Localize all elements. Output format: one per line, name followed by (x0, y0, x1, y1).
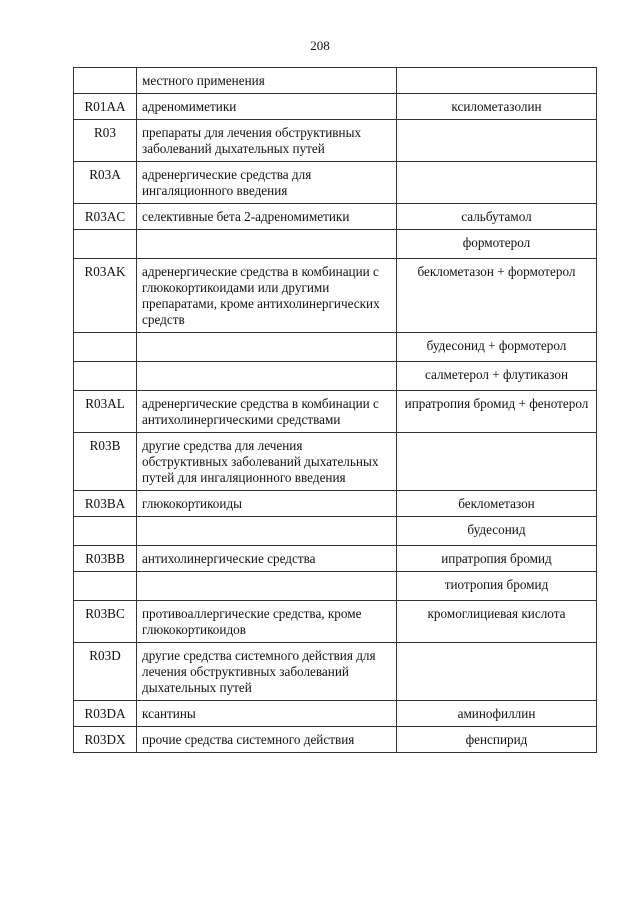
drug-group-cell (137, 517, 397, 546)
table-row (74, 162, 597, 204)
atc-code-cell (74, 230, 137, 259)
drug-group-cell: препараты для лечения обструктивных заболеваний дыхательных путей (137, 120, 397, 162)
drug-group-cell: прочие средства системного действия (137, 727, 397, 753)
atc-code-cell (74, 333, 137, 362)
drug-group-cell: ксантины (137, 701, 397, 727)
drug-group-cell: другие средства системного действия для лечения обструктивных заболеваний дыхательных путей (137, 643, 397, 701)
atc-code-cell (74, 362, 137, 391)
drug-classification-table (73, 67, 597, 753)
drug-name-cell: фенспирид (397, 727, 597, 753)
atc-code-cell: R03B (74, 433, 137, 491)
atc-code-cell (74, 572, 137, 601)
table-row (74, 572, 597, 601)
table-row (74, 433, 597, 491)
atc-code-cell (74, 68, 137, 94)
table-row (74, 643, 597, 701)
drug-group-cell: противоаллергические средства, кроме глюкокортикоидов (137, 601, 397, 643)
drug-group-cell: глюкокортикоиды (137, 491, 397, 517)
atc-code-cell: R03AL (74, 391, 137, 433)
atc-code-cell: R03BB (74, 546, 137, 572)
table-row (74, 546, 597, 572)
drug-group-cell: местного применения (137, 68, 397, 94)
drug-name-cell: будесонид (397, 517, 597, 546)
drug-name-cell: кромоглициевая кислота (397, 601, 597, 643)
drug-name-cell: беклометазон + формотерол (397, 259, 597, 333)
drug-group-cell: адренергические средства в комбинации с глюкокортикоидами или другими препаратами, кроме антихолинергических средств (137, 259, 397, 333)
drug-name-cell: ксилометазолин (397, 94, 597, 120)
table-row (74, 701, 597, 727)
drug-group-cell: адренергические средства для ингаляционного введения (137, 162, 397, 204)
drug-name-cell (397, 162, 597, 204)
table-row (74, 333, 597, 362)
drug-name-cell (397, 120, 597, 162)
table-row (74, 517, 597, 546)
drug-name-cell: ипратропия бромид + фенотерол (397, 391, 597, 433)
table-row (74, 204, 597, 230)
atc-code-cell: R01AA (74, 94, 137, 120)
drug-name-cell: салметерол + флутиказон (397, 362, 597, 391)
table-row (74, 391, 597, 433)
drug-name-cell (397, 68, 597, 94)
drug-name-cell (397, 433, 597, 491)
drug-group-cell (137, 230, 397, 259)
drug-name-cell: формотерол (397, 230, 597, 259)
drug-group-cell: селективные бета 2-адреномиметики (137, 204, 397, 230)
table-row (74, 230, 597, 259)
drug-name-cell: будесонид + формотерол (397, 333, 597, 362)
drug-group-cell (137, 362, 397, 391)
table-row (74, 94, 597, 120)
drug-name-cell: тиотропия бромид (397, 572, 597, 601)
table-row (74, 727, 597, 753)
drug-name-cell: беклометазон (397, 491, 597, 517)
atc-code-cell: R03BC (74, 601, 137, 643)
atc-code-cell: R03 (74, 120, 137, 162)
atc-code-cell: R03BA (74, 491, 137, 517)
drug-group-cell (137, 572, 397, 601)
table-row (74, 601, 597, 643)
atc-code-cell: R03D (74, 643, 137, 701)
atc-code-cell: R03AC (74, 204, 137, 230)
table-row (74, 362, 597, 391)
atc-code-cell (74, 517, 137, 546)
table-row (74, 259, 597, 333)
drug-name-cell (397, 643, 597, 701)
atc-code-cell: R03DX (74, 727, 137, 753)
page-number: 208 (310, 38, 330, 53)
atc-code-cell: R03AK (74, 259, 137, 333)
drug-group-cell: адреномиметики (137, 94, 397, 120)
drug-name-cell: ипратропия бромид (397, 546, 597, 572)
drug-group-cell: адренергические средства в комбинации с антихолинергическими средствами (137, 391, 397, 433)
table-row (74, 120, 597, 162)
table-row (74, 68, 597, 94)
atc-code-cell: R03DA (74, 701, 137, 727)
drug-name-cell: сальбутамол (397, 204, 597, 230)
atc-code-cell: R03A (74, 162, 137, 204)
drug-name-cell: аминофиллин (397, 701, 597, 727)
table-row (74, 491, 597, 517)
drug-group-cell: другие средства для лечения обструктивных заболеваний дыхательных путей для ингаляционного введения (137, 433, 397, 491)
drug-group-cell: антихолинергические средства (137, 546, 397, 572)
drug-group-cell (137, 333, 397, 362)
